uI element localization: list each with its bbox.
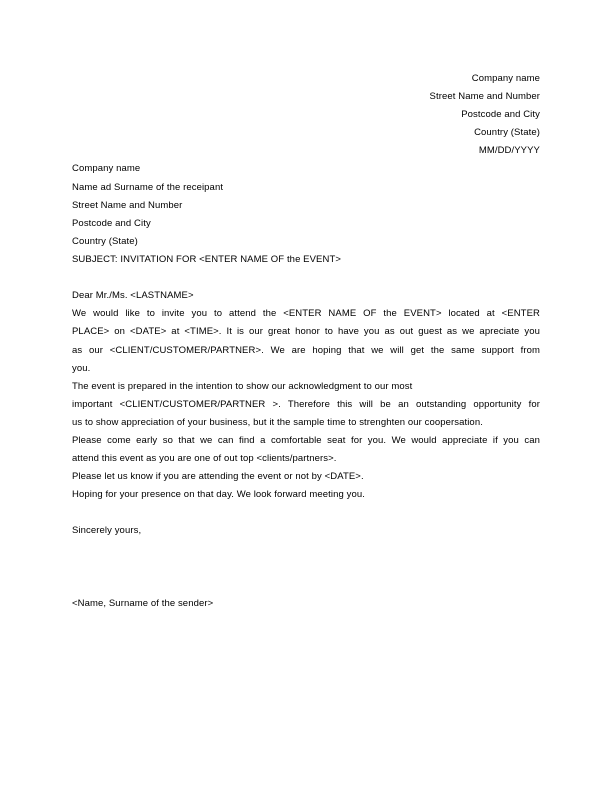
sender-country: Country (State) xyxy=(474,127,540,138)
signature: <Name, Surname of the sender> xyxy=(72,598,214,609)
sender-postcode-city: Postcode and City xyxy=(461,109,540,120)
body-line: The event is prepared in the intention to show our acknowledgment to our most xyxy=(72,381,413,392)
recipient-country: Country (State) xyxy=(72,236,138,247)
body-line: you. xyxy=(72,363,91,374)
subject-line: SUBJECT: INVITATION FOR <ENTER NAME OF the EVENT> xyxy=(72,254,342,265)
sender-street: Street Name and Number xyxy=(429,91,540,102)
recipient-postcode-city: Postcode and City xyxy=(72,218,151,229)
body-line: Please let us know if you are attending the event or not by <DATE>. xyxy=(72,471,364,482)
body-line: attend this event as you are one of out top <clients/partners>. xyxy=(72,453,337,464)
body-line: PLACE> on <DATE> at <TIME>. It is our great honor to have you as out guest as we apreciate you xyxy=(72,326,540,337)
recipient-name: Name ad Surname of the receipant xyxy=(72,182,224,193)
sender-date: MM/DD/YYYY xyxy=(478,145,540,156)
sender-company: Company name xyxy=(471,73,540,84)
recipient-street: Street Name and Number xyxy=(72,200,183,211)
body-line: as our <CLIENT/CUSTOMER/PARTNER>. We are hoping that we will get the same support from xyxy=(72,345,540,356)
salutation: Dear Mr./Ms. <LASTNAME> xyxy=(72,290,194,301)
body-line: us to show appreciation of your business, but it the sample time to strenghten our coopersation. xyxy=(72,417,483,428)
body-line: We would like to invite you to attend the <ENTER NAME OF the EVENT> located at <ENTER xyxy=(72,308,540,319)
body-line: Please come early so that we can find a comfortable seat for you. We would appreciate if you can xyxy=(72,435,540,446)
recipient-company: Company name xyxy=(72,163,141,174)
body-line: Hoping for your presence on that day. We look forward meeting you. xyxy=(72,489,365,500)
body-line: important <CLIENT/CUSTOMER/PARTNER >. Therefore this will be an outstanding opportunity for xyxy=(72,399,540,410)
closing: Sincerely yours, xyxy=(72,525,142,536)
